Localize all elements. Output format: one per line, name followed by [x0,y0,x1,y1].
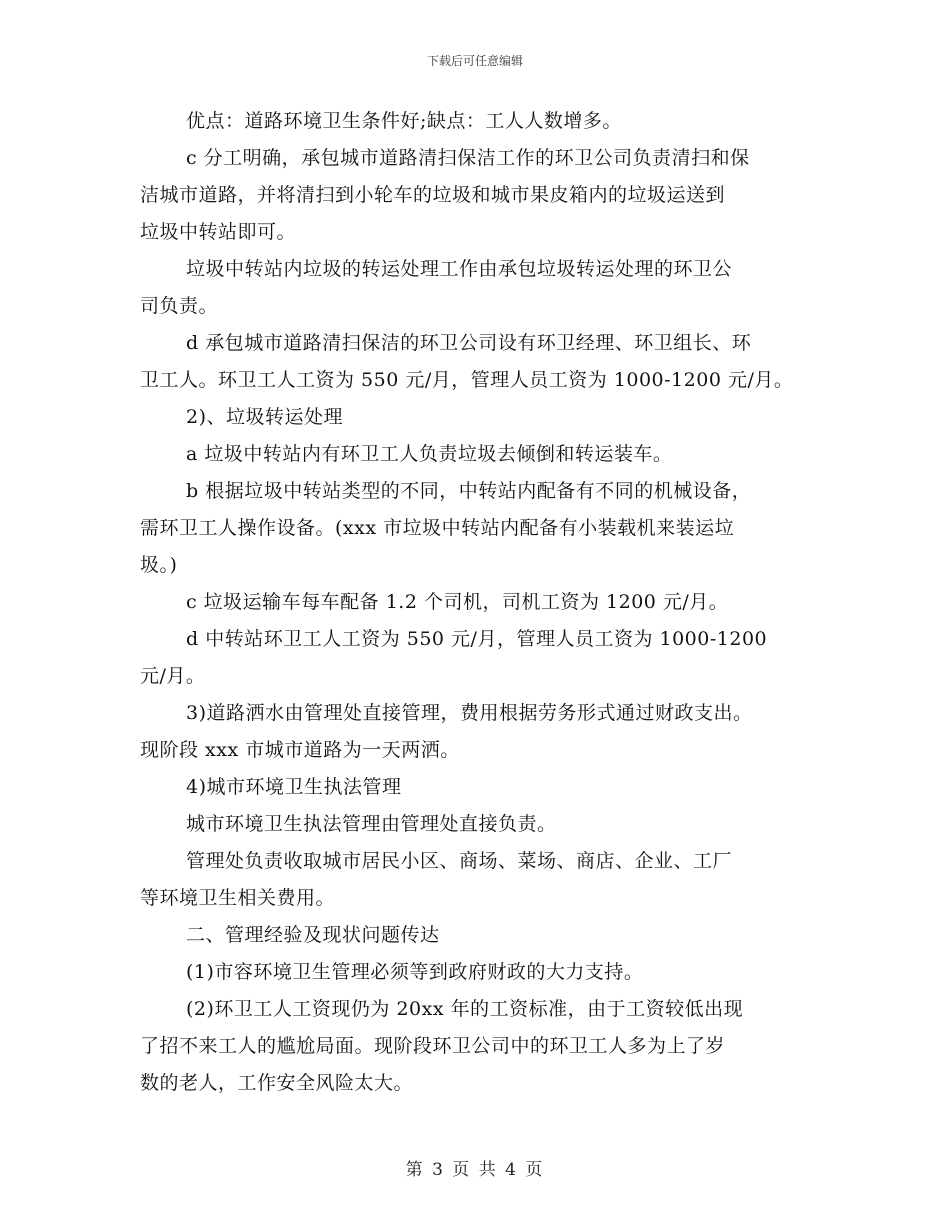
text-line: 垃圾中转站即可。 [140,221,297,243]
document-body [140,108,840,1107]
text-line: 垃圾中转站内垃圾的转运处理工作由承包垃圾转运处理的环卫公 [186,258,733,280]
text-line: 3)道路洒水由管理处直接管理，费用根据劳务形式通过财政支出。 [186,702,753,724]
text-line: 洁城市道路，并将清扫到小轮车的垃圾和城市果皮箱内的垃圾运送到 [140,184,726,206]
text-line: 需环卫工人操作设备。(xxx 市垃圾中转站内配备有小装载机来装运垃 [140,517,735,539]
text-line: c 垃圾运输车每车配备 1.2 个司机，司机工资为 1200 元/月。 [186,591,729,613]
text-line: (2)环卫工人工资现仍为 20xx 年的工资标准，由于工资较低出现 [186,998,744,1020]
page-header: 下载后可任意编辑 [426,54,523,68]
text-line: 司负责。 [140,295,219,317]
text-line: 元/月。 [140,665,206,687]
section-heading: 二、管理经验及现状问题传达 [186,924,440,946]
page-number: 第 3 页 共 4 页 [405,1160,545,1180]
text-line: (1)市容环境卫生管理必须等到政府财政的大力支持。 [186,961,644,983]
text-line: 现阶段 xxx 市城市道路为一天两洒。 [140,739,460,761]
text-line: 城市环境卫生执法管理由管理处直接负责。 [186,813,557,835]
text-line: 圾。) [140,554,178,576]
text-line: d 中转站环卫工人工资为 550 元/月，管理人员工资为 1000-1200 [186,628,768,650]
text-line: 优点：道路环境卫生条件好;缺点：工人人数增多。 [186,110,622,132]
text-line: 4)城市环境卫生执法管理 [186,776,402,798]
text-line: 数的老人，工作安全风险太大。 [140,1072,414,1094]
text-line: c 分工明确，承包城市道路清扫保洁工作的环卫公司负责清扫和保 [186,147,750,169]
text-line: 2)、垃圾转运处理 [186,406,344,428]
text-line: 了招不来工人的尴尬局面。现阶段环卫公司中的环卫工人多为上了岁 [140,1035,726,1057]
text-line: b 根据垃圾中转站类型的不同，中转站内配备有不同的机械设备， [186,480,752,502]
text-line: 管理处负责收取城市居民小区、商场、菜场、商店、企业、工厂 [186,850,733,872]
text-line: 等环境卫生相关费用。 [140,887,336,909]
text-line: 卫工人。环卫工人工资为 550 元/月，管理人员工资为 1000-1200 元/月。 [140,369,794,391]
text-line: a 垃圾中转站内有环卫工人负责垃圾去倾倒和转运装车。 [186,443,673,465]
text-line: d 承包城市道路清扫保洁的环卫公司设有环卫经理、环卫组长、环 [186,332,752,354]
